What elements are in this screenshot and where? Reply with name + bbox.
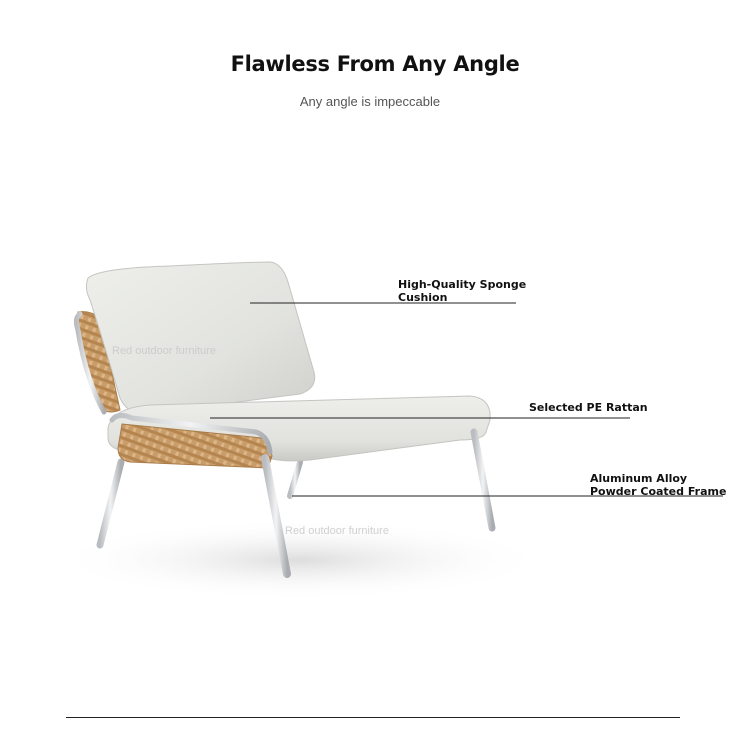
page-subtitle: Any angle is impeccable (299, 94, 441, 109)
callout-cushion (398, 278, 526, 304)
rear-right-leg (290, 462, 300, 496)
callout-rattan-line1: Selected PE Rattan (529, 401, 648, 414)
callout-frame-line1: Aluminum Alloy (590, 472, 688, 485)
callout-frame (590, 472, 726, 498)
callout-cushion-line2: Cushion (398, 291, 448, 304)
rear-left-leg (100, 462, 121, 545)
callout-frame-line2: Powder Coated Frame (590, 485, 727, 498)
callout-rattan (529, 401, 648, 414)
bottom-divider (66, 717, 680, 718)
back-cushion (86, 262, 314, 414)
page-title: Flawless From Any Angle (230, 52, 520, 76)
callout-cushion-line1: High-Quality Sponge (398, 278, 527, 291)
watermark-lower: Red outdoor furniture (285, 525, 389, 537)
watermark-upper: Red outdoor furniture (112, 345, 216, 357)
front-right-leg (474, 432, 492, 528)
